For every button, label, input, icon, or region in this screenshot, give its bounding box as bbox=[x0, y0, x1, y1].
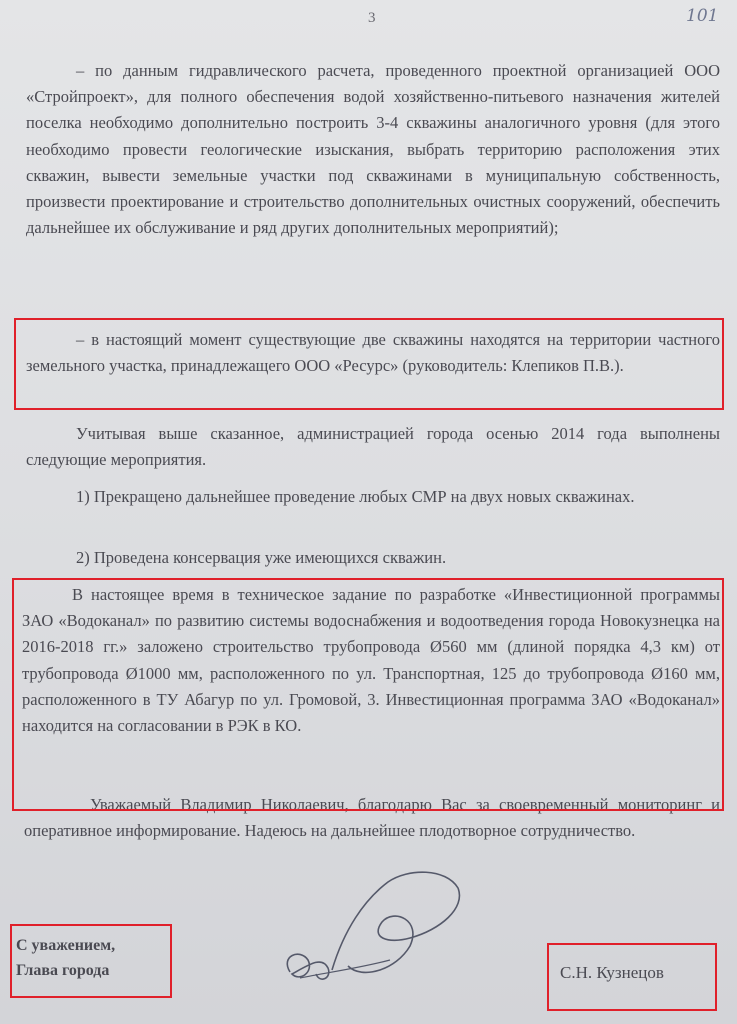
paragraph-gratitude: Уважаемый Владимир Николаевич, благодарю Вас за своевременный мониторинг и оперативное информирование. Надеюсь на дальнейшее плодотворное сотрудничество. bbox=[24, 795, 720, 841]
list-item-2: 2) Проведена консервация уже имеющихся скважин. bbox=[76, 548, 447, 567]
page-number: 3 bbox=[368, 10, 376, 26]
paragraph-investment-program: В настоящее время в техническое задание по разработке «Инвестиционной программы ЗАО «Водоканал» по развитию системы водоснабжения и водоотведения города Новокузнецка на 2016-2018 гг.» заложено строительство трубопровода Ø560 мм (длиной порядка 4,3 км) от трубопровода Ø1000 мм, расположенного по ул. Транспортная, 125 до трубопровода Ø160 мм, расположенного в ТУ Абагур по ул. Громовой, 3. Инвестиционная программа ЗАО «Водоканал» находится на согласовании в РЭК в КО. bbox=[22, 585, 720, 736]
signatory-name: С.Н. Кузнецов bbox=[560, 963, 664, 982]
closing-line-regards: С уважением, bbox=[16, 937, 116, 954]
closing-line-position: Глава города bbox=[16, 962, 110, 979]
handwritten-page-note: 101 bbox=[686, 6, 719, 26]
highlight-box-investment bbox=[12, 578, 724, 811]
highlight-box-wells bbox=[14, 318, 724, 410]
list-item-1: 1) Прекращено дальнейшее проведение любых СМР на двух новых скважинах. bbox=[76, 487, 635, 506]
paragraph-measures-intro: Учитывая выше сказанное, администрацией города осенью 2014 года выполнены следующие мероприятия. bbox=[26, 424, 720, 470]
paragraph-hydraulic-calculation: – по данным гидравлического расчета, проведенного проектной организацией ООО «Стройпроект», для полного обеспечения водой хозяйственно-питьевого назначения жителей поселка необходимо дополнительно построить 3-4 скважины аналогичного уровня (для этого необходимо провести геологические изыскания, выбрать территорию расположения этих скважин, вывести земельные участки под скважинами в муниципальную собственность, произвести проектирование и строительство дополнительных очистных сооружений, обеспечить дальнейшее их обслуживание и ряд других дополнительных мероприятий); bbox=[26, 61, 720, 238]
highlight-box-closing bbox=[10, 924, 172, 998]
paragraph-wells-location: – в настоящий момент существующие две скважины находятся на территории частного земельного участка, принадлежащего ООО «Ресурс» (руководитель: Клепиков П.В.). bbox=[26, 330, 720, 376]
highlight-box-signatory bbox=[547, 943, 717, 1011]
signature-icon bbox=[270, 860, 490, 990]
